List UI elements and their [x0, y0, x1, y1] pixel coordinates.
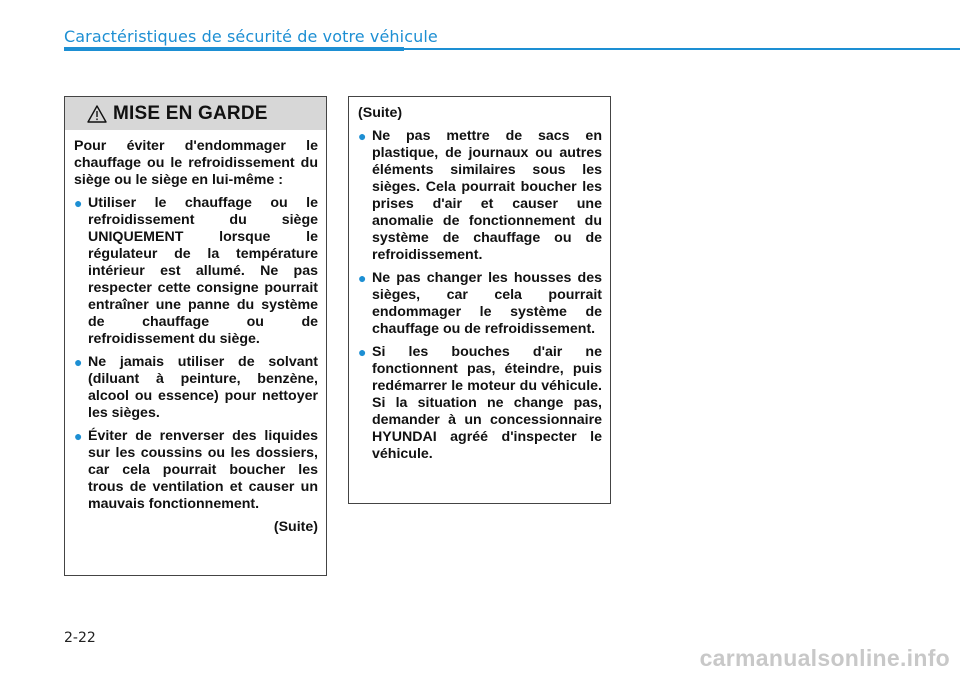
watermark: carmanualsonline.info	[699, 645, 950, 671]
header-rule-thin	[404, 48, 960, 50]
list-item	[358, 344, 602, 463]
bullet-icon: ●	[358, 270, 367, 286]
section-title: Caractéristiques de sécurité de votre véhicule	[64, 27, 438, 46]
list-item	[358, 128, 602, 264]
bullet-icon: ●	[74, 354, 83, 370]
list-item-text: Éviter de renverser des liquides sur les coussins ou les dossiers, car cela pourrait boucher les trous de ventilation et causer un mauvais fonctionnement.	[88, 428, 318, 512]
list-item-text: Ne pas mettre de sacs en plastique, de journaux ou autres éléments similaires sous les sièges. Cela pourrait boucher les prises d'air et causer une anomalie de fonctionnement du système de chauffage ou de refroidissement.	[372, 128, 602, 263]
list-item-text: Utiliser le chauffage ou le refroidissement du siège UNIQUEMENT lorsque le régulateur de la température intérieur est allumé. Ne pas respecter cette consigne pourrait entraîner une panne du système de chauffage ou de refroidissement du siège.	[88, 195, 318, 347]
continued-label: (Suite)	[273, 519, 318, 535]
list-item	[74, 428, 318, 513]
list-item-text: Si les bouches d'air ne fonctionnent pas, éteindre, puis redémarrer le moteur du véhicule. Si la situation ne change pas, demander à un concessionnaire HYUNDAI agréé d'inspecter le véhicule.	[372, 344, 602, 462]
header-rule-thick	[64, 47, 404, 51]
list-item-text: Ne jamais utiliser de solvant (diluant à peinture, benzène, alcool ou essence) pour nettoyer les sièges.	[88, 354, 318, 421]
warning-triangle-icon	[87, 105, 107, 123]
bullet-icon: ●	[74, 195, 83, 211]
bullet-icon: ●	[74, 428, 83, 444]
warning-list-right	[358, 128, 602, 463]
warning-heading-text: MISE EN GARDE	[113, 102, 268, 124]
bullet-icon: ●	[358, 344, 367, 360]
warning-list-left	[74, 195, 318, 513]
warning-content-left	[65, 130, 326, 536]
list-item	[74, 195, 318, 348]
bullet-icon: ●	[358, 128, 367, 144]
warning-intro: Pour éviter d'endommager le chauffage ou le refroidissement du siège ou le siège en lui-même :	[74, 138, 318, 188]
list-item-text: Ne pas changer les housses des sièges, car cela pourrait endommager le système de chauffage ou de refroidissement.	[372, 270, 602, 337]
warning-box-left	[64, 96, 327, 576]
continued-from-label: (Suite)	[358, 105, 403, 121]
list-item	[358, 270, 602, 338]
warning-heading	[65, 97, 326, 130]
warning-content-right	[349, 97, 610, 463]
list-item	[74, 354, 318, 422]
warning-box-right	[348, 96, 611, 504]
page-number: 2-22	[64, 630, 96, 646]
